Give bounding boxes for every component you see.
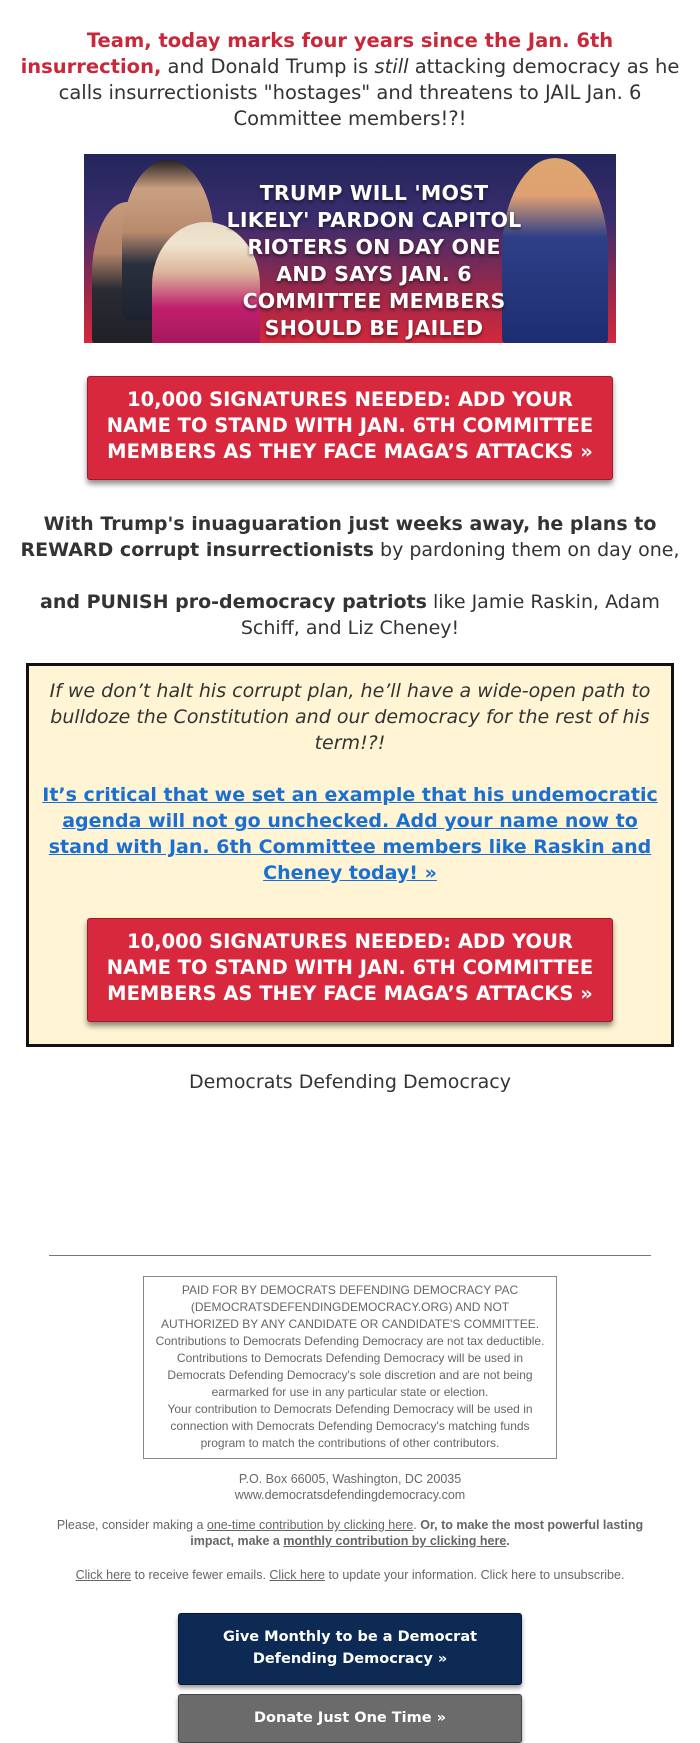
fewer-emails-text: to receive fewer emails.	[131, 1568, 270, 1582]
paragraph-reward-rest: by pardoning them on day one,	[373, 539, 680, 561]
address-line-1: P.O. Box 66005, Washington, DC 20035	[238, 1472, 462, 1486]
headline-part2: attacking democracy as he calls insurrectionists "hostages" and threatens to JAIL Jan. 6 Committee members!?!	[58, 55, 680, 130]
callout-box	[26, 663, 674, 1047]
mailing-address	[0, 1471, 700, 1503]
headline-red: Team, today marks four years since the Jan. 6th insurrection,	[20, 29, 614, 78]
legal-line-1: PAID FOR BY DEMOCRATS DEFENDING DEMOCRACY PAC (DEMOCRATSDEFENDINGDEMOCRACY.ORG) AND NOT AUTHORIZED BY ANY CANDIDATE OR CANDIDATE'S COMMITTEE.	[160, 1283, 540, 1331]
one-time-contribution-link[interactable]: one-time contribution by clicking here	[206, 1518, 414, 1532]
sign-petition-button-top[interactable]: 10,000 SIGNATURES NEEDED: ADD YOUR NAME TO STAND WITH JAN. 6TH COMMITTEE MEMBERS AS THEY FACE MAGA’S ATTACKS »	[87, 376, 613, 480]
headline	[20, 0, 680, 132]
legal-line-2: Contributions to Democrats Defending Democracy are not tax deductible.	[155, 1334, 545, 1348]
paragraph-reward-bold: With Trump's inuaguaration just weeks away, he plans to REWARD corrupt insurrectionists	[20, 513, 657, 561]
end-text: .	[506, 1534, 510, 1548]
paragraph-reward	[20, 511, 680, 563]
sign-petition-button-bottom[interactable]: 10,000 SIGNATURES NEEDED: ADD YOUR NAME TO STAND WITH JAN. 6TH COMMITTEE MEMBERS AS THEY FACE MAGA’S ATTACKS »	[87, 918, 613, 1022]
period-text: .	[413, 1518, 417, 1532]
update-info-link[interactable]: Click here	[269, 1568, 325, 1582]
banner-headline: TRUMP WILL 'MOST LIKELY' PARDON CAPITOL RIOTERS ON DAY ONE AND SAYS JAN. 6 COMMITTEE MEMBERS SHOULD BE JAILED	[226, 181, 522, 340]
divider	[49, 1255, 651, 1256]
email-preferences	[50, 1567, 650, 1583]
callout-link[interactable]: It’s critical that we set an example that his undemocratic agenda will not go unchecked. Add your name now to stand with Jan. 6th Committee members like Raskin and Cheney today! »	[42, 784, 658, 884]
paragraph-punish-rest: like Jamie Raskin, Adam Schiff, and Liz Cheney!	[240, 591, 660, 639]
or-text: Or, to make the most powerful lasting impact, make a	[190, 1518, 644, 1548]
monthly-contribution-link[interactable]: monthly contribution by clicking here	[283, 1534, 507, 1548]
paragraph-punish	[20, 589, 680, 641]
donate-one-time-button[interactable]: Donate Just One Time »	[178, 1694, 522, 1743]
update-info-text: to update your information. Click here to unsubscribe.	[324, 1568, 625, 1582]
banner-image[interactable]	[84, 154, 616, 343]
legal-disclaimer	[143, 1276, 557, 1459]
legal-line-3: Contributions to Democrats Defending Democracy will be used in Democrats Defending Democracy's sole discretion and are not being earmarked for use in any particular state or election.	[167, 1351, 533, 1399]
headline-part1: and Donald Trump is	[161, 55, 375, 78]
consider-text: Please, consider making a	[56, 1518, 207, 1532]
headline-italic: still	[374, 55, 409, 78]
address-line-2: www.democratsdefendingdemocracy.com	[234, 1488, 466, 1502]
paragraph-punish-bold: and PUNISH pro-democracy patriots	[40, 591, 427, 613]
give-monthly-button[interactable]: Give Monthly to be a Democrat Defending Democracy »	[178, 1613, 522, 1685]
fewer-emails-link[interactable]: Click here	[75, 1568, 132, 1582]
legal-line-4: Your contribution to Democrats Defending Democracy will be used in connection with Democrats Defending Democracy's matching funds program to match the contributions of other contributors.	[167, 1402, 533, 1450]
callout-italic-text: If we don’t halt his corrupt plan, he’ll have a wide-open path to bulldoze the Constitution and our democracy for the rest of his term!?!	[49, 680, 651, 754]
signature: Democrats Defending Democracy	[188, 1071, 511, 1093]
contribution-prompt	[50, 1517, 650, 1549]
